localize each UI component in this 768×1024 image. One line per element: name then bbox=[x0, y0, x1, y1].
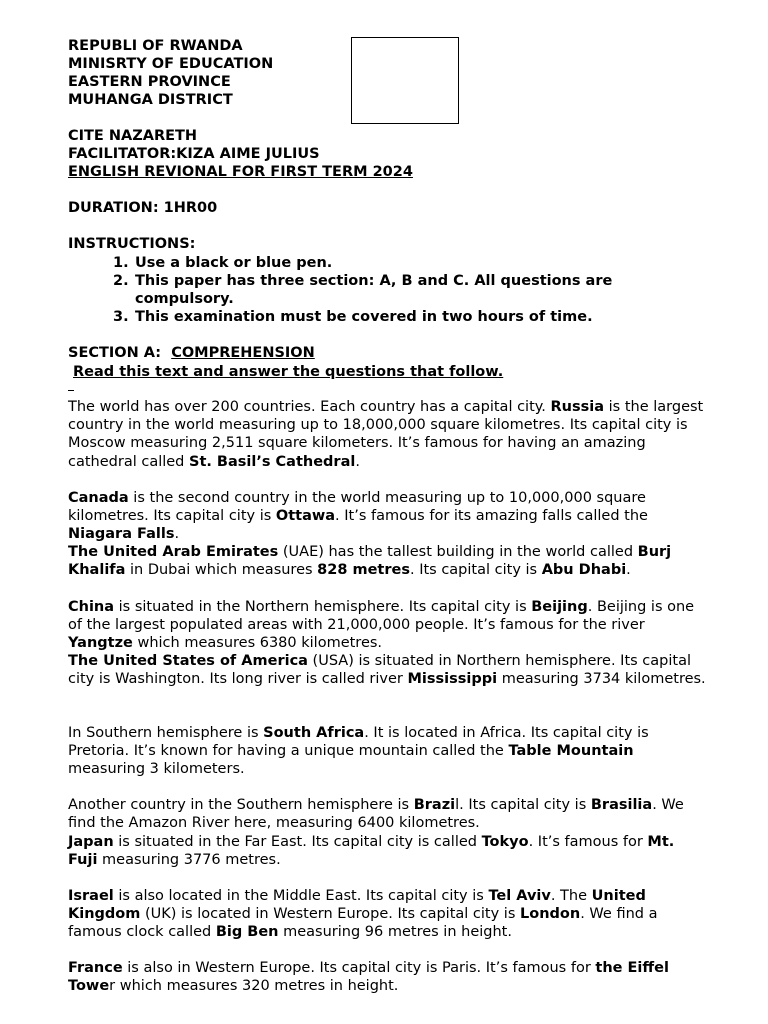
instruction-number: 3. bbox=[113, 309, 129, 325]
passage-paragraph-japan: Japan is situated in the Far East. Its capital city is called Tokyo. It’s famous for Mt. Fuji measuring 3776 metres. bbox=[68, 834, 675, 869]
instruction-text: This examination must be covered in two hours of time. bbox=[135, 309, 593, 325]
section-title: COMPREHENSION bbox=[171, 345, 315, 361]
section-directive: Read this text and answer the questions that follow. bbox=[73, 364, 504, 380]
passage-paragraph-usa: The United States of America (USA) is situated in Northern hemisphere. Its capital city is Washington. Its long river is called river Mississippi measuring 3734 kilometres. bbox=[68, 653, 706, 688]
duration-line: DURATION: 1HR00 bbox=[68, 200, 218, 216]
instruction-text: This paper has three section: A, B and C. All questions are bbox=[135, 273, 613, 289]
facilitator-line: FACILITATOR:KIZA AIME JULIUS bbox=[68, 146, 320, 162]
passage-paragraph-france: France is also in Western Europe. Its capital city is Paris. It’s famous for the Eiffel Tower which measures 320 metres in height. bbox=[68, 960, 669, 995]
photo-box bbox=[351, 37, 459, 124]
passage-paragraph-israel-uk: Israel is also located in the Middle East. Its capital city is Tel Aviv. The United Kingdom (UK) is located in Western Europe. Its capital city is London. We find a famous clock called Big Ben measuring 96 metres in height. bbox=[68, 888, 658, 941]
ministry-line: MINISRTY OF EDUCATION bbox=[68, 56, 274, 72]
instruction-item bbox=[113, 272, 612, 290]
instructions-heading: INSTRUCTIONS: bbox=[68, 236, 196, 252]
district-line: MUHANGA DISTRICT bbox=[68, 92, 233, 108]
passage-paragraph-uae: The United Arab Emirates (UAE) has the tallest building in the world called Burj Khalifa in Dubai which measures 828 metres. Its capital city is Abu Dhabi. bbox=[68, 544, 672, 579]
instruction-item bbox=[113, 254, 332, 272]
passage-paragraph-china: China is situated in the Northern hemisphere. Its capital city is Beijing. Beijing is one of the largest populated areas with 21,000,000 people. It’s famous for the river Yangtze which measures 6380 kilometres. bbox=[68, 599, 695, 652]
instruction-number: 2. bbox=[113, 273, 129, 289]
passage-paragraph-canada: Canada is the second country in the world measuring up to 10,000,000 square kilometres. Its capital city is Ottawa. It’s famous for its amazing falls called the Niagara Falls. bbox=[68, 490, 648, 543]
province-line: EASTERN PROVINCE bbox=[68, 74, 231, 90]
instruction-continuation: compulsory. bbox=[135, 291, 234, 307]
school-line: CITE NAZARETH bbox=[68, 128, 198, 144]
instruction-text: Use a black or blue pen. bbox=[135, 255, 333, 271]
passage-paragraph-russia: The world has over 200 countries. Each country has a capital city. Russia is the largest country in the world measuring up to 18,000,000 square kilometres. Its capital city is Moscow measuring 2,511 square kilometers. It’s famous for having an amazing cathedral called St. Basil’s Cathedral. bbox=[68, 399, 704, 470]
instruction-item bbox=[113, 308, 593, 326]
instruction-number: 1. bbox=[113, 255, 129, 271]
exam-title: ENGLISH REVIONAL FOR FIRST TERM 2024 bbox=[68, 164, 413, 180]
section-label: SECTION A: bbox=[68, 345, 162, 361]
text-cursor-mark bbox=[68, 390, 74, 391]
country-line: REPUBLI OF RWANDA bbox=[68, 38, 243, 54]
section-heading bbox=[68, 344, 315, 362]
passage-paragraph-south-africa: In Southern hemisphere is South Africa. It is located in Africa. Its capital city is Pretoria. It’s known for having a unique mountain called the Table Mountain measuring 3 kilometers. bbox=[68, 725, 649, 778]
passage-paragraph-brazil: Another country in the Southern hemisphere is Brazil. Its capital city is Brasilia. We find the Amazon River here, measuring 6400 kilometres. bbox=[68, 797, 684, 832]
